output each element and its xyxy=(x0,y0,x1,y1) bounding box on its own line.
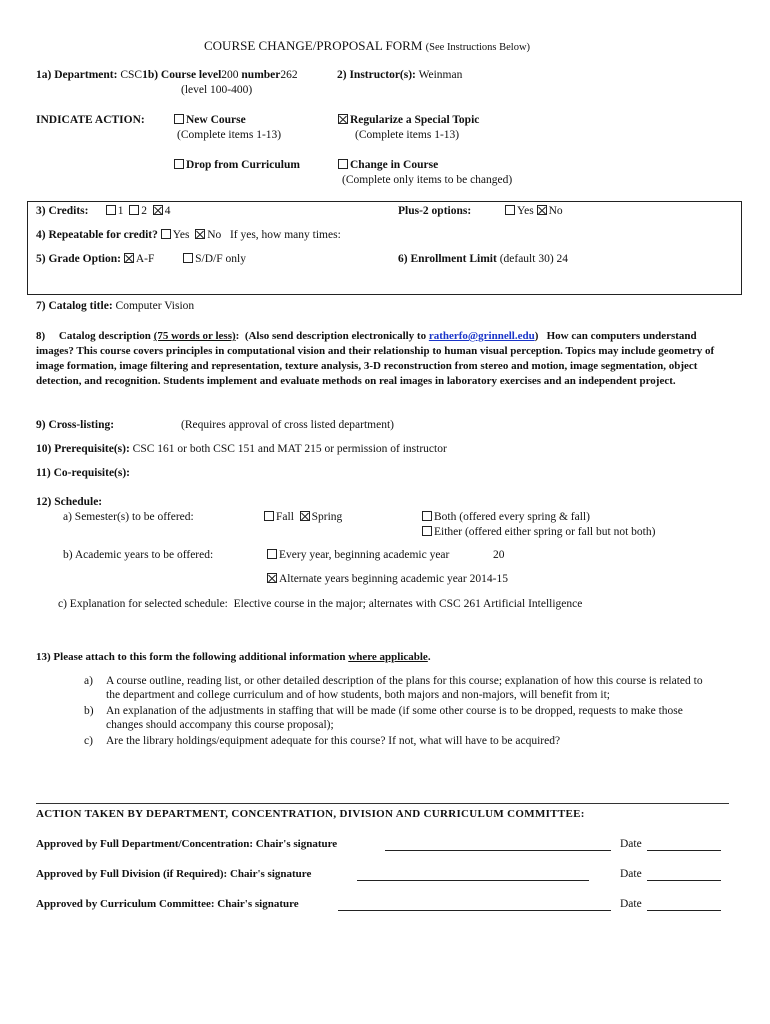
every-year-checkbox[interactable] xyxy=(267,549,277,559)
plus2-label: Plus-2 options: xyxy=(398,205,472,217)
change-hint: (Complete only items to be changed) xyxy=(342,174,513,186)
approval-committee-signature-line[interactable] xyxy=(338,910,611,911)
years-label: b) Academic years to be offered: xyxy=(63,549,214,561)
new-course-hint: (Complete items 1-13) xyxy=(177,129,282,141)
catalog-desc-label: Catalog description xyxy=(58,330,151,342)
coreq-label: 11) Co-requisite(s): xyxy=(36,467,131,479)
approval-dept-signature-line[interactable] xyxy=(385,850,611,851)
indicate-action-label: INDICATE ACTION: xyxy=(36,114,145,126)
spring-checkbox-checked[interactable] xyxy=(300,511,310,521)
attach-item-b: An explanation of the adjustments in staffing that will be made (if some other course is to be dropped, requests to make those changes should accompany this course proposal); xyxy=(106,705,683,731)
approval-committee-date-line[interactable] xyxy=(647,910,721,911)
repeatable-yes-label: Yes xyxy=(172,229,190,241)
change-label: Change in Course xyxy=(350,159,439,171)
enrollment-label: 6) Enrollment Limit xyxy=(398,253,497,265)
repeatable-no-checkbox-checked[interactable] xyxy=(195,229,205,239)
credits-row xyxy=(36,205,171,217)
plus2-yes-checkbox[interactable] xyxy=(505,205,515,215)
catalog-title-label: 7) Catalog title: xyxy=(36,300,113,312)
attach-item-a: A course outline, reading list, or other detailed description of the plans for this course; explanation of how this course is related to the department and college curriculum and of how students, both majors and non-majors, will benefit from it; xyxy=(106,675,703,701)
attach-label-under: where applicable xyxy=(348,651,428,663)
department-row xyxy=(36,69,298,81)
grade-label: 5) Grade Option: xyxy=(36,253,121,265)
both-option xyxy=(422,511,590,523)
attach-item-c-marker: c) xyxy=(84,735,93,747)
schedule-label: 12) Schedule: xyxy=(36,496,103,508)
instructor-row xyxy=(337,69,462,81)
plus2-row xyxy=(398,205,471,217)
both-label: Both (offered every spring & fall) xyxy=(434,511,590,523)
drop-checkbox[interactable] xyxy=(174,159,184,169)
crosslist-row xyxy=(36,419,114,431)
approval-dept-date-line[interactable] xyxy=(647,850,721,851)
plus2-options xyxy=(505,205,563,217)
regularize-hint: (Complete items 1-13) xyxy=(355,129,460,141)
either-option xyxy=(422,526,655,538)
form-title xyxy=(204,38,530,54)
plus2-yes-label: Yes xyxy=(517,205,534,217)
catalog-desc-close: ) xyxy=(534,330,539,342)
every-year-option xyxy=(267,549,449,561)
attach-label xyxy=(36,651,431,663)
repeatable-how-many: If yes, how many times: xyxy=(229,229,341,241)
either-label: Either (offered either spring or fall but not both) xyxy=(434,526,656,538)
prereq-row xyxy=(36,443,447,455)
credits-2-checkbox[interactable] xyxy=(129,205,139,215)
new-course-label: New Course xyxy=(186,114,246,126)
approval-committee-date-label: Date xyxy=(620,898,642,910)
committee-heading: ACTION TAKEN BY DEPARTMENT, CONCENTRATION, DIVISION AND CURRICULUM COMMITTEE: xyxy=(36,808,585,820)
catalog-desc-also: (Also send description electronically to xyxy=(244,330,427,342)
new-course-checkbox[interactable] xyxy=(174,114,184,124)
change-checkbox[interactable] xyxy=(338,159,348,169)
crosslist-hint: (Requires approval of cross listed department) xyxy=(181,419,395,431)
change-option[interactable] xyxy=(338,159,438,171)
email-link[interactable]: ratherfo@grinnell.edu xyxy=(428,330,535,342)
regularize-checkbox-checked[interactable] xyxy=(338,114,348,124)
repeatable-yes-checkbox[interactable] xyxy=(161,229,171,239)
approval-committee-label: Approved by Curriculum Committee: Chair's signature xyxy=(36,898,299,910)
grade-af-label: A-F xyxy=(135,253,155,265)
explanation-value[interactable]: Elective course in the major; alternates with CSC 261 Artificial Intelligence xyxy=(233,598,583,610)
explanation-row xyxy=(58,598,582,610)
spring-label: Spring xyxy=(311,511,343,523)
grade-row xyxy=(36,253,246,265)
credits-4-label: 4 xyxy=(164,205,171,217)
level-hint: (level 100-400) xyxy=(181,84,253,96)
catalog-desc-text[interactable]: How can computers understand images? This course covers principles in computational vision and their relationship to human visual perception. Topics may include geometry of image formation, image filtering and representation, texture analysis, 3-D reconstruction from stereo and motion, image segmentation, object detection, and recognition. Students implement and evaluate methods on real images in laboratory exercises and an independent project. xyxy=(36,330,715,387)
credits-1-checkbox[interactable] xyxy=(106,205,116,215)
catalog-desc-colon: : xyxy=(235,330,240,342)
approval-dept-label: Approved by Full Department/Concentration: Chair's signature xyxy=(36,838,338,850)
approval-division-signature-line[interactable] xyxy=(357,880,589,881)
repeatable-label: 4) Repeatable for credit? xyxy=(36,229,158,241)
enrollment-hint: (default 30) xyxy=(499,253,554,265)
plus2-no-checkbox-checked[interactable] xyxy=(537,205,547,215)
course-level-label: 1b) Course level xyxy=(142,69,222,81)
grade-sdf-checkbox[interactable] xyxy=(183,253,193,263)
drop-option[interactable] xyxy=(174,159,300,171)
grade-af-checkbox-checked[interactable] xyxy=(124,253,134,263)
every-year-label: Every year, beginning academic year xyxy=(279,549,450,561)
attach-label-post: . xyxy=(427,651,431,663)
new-course-option[interactable] xyxy=(174,114,246,126)
attach-label-pre: 13) Please attach to this form the following additional information xyxy=(36,651,346,663)
course-number-value[interactable]: 262 xyxy=(280,69,298,81)
credits-1-label: 1 xyxy=(117,205,124,217)
approval-division-date-line[interactable] xyxy=(647,880,721,881)
credits-label: 3) Credits: xyxy=(36,205,89,217)
course-level-value[interactable]: 200 xyxy=(221,69,239,81)
credits-4-checkbox-checked[interactable] xyxy=(153,205,163,215)
alternate-option xyxy=(267,573,508,585)
fall-label: Fall xyxy=(276,511,294,523)
approval-division-label: Approved by Full Division (if Required): Chair's signature xyxy=(36,868,312,880)
regularize-option[interactable] xyxy=(338,114,479,126)
form-subtitle: (See Instructions Below) xyxy=(425,42,531,53)
department-value[interactable]: CSC xyxy=(120,69,143,81)
enrollment-row xyxy=(398,253,568,265)
course-number-label: number xyxy=(241,69,281,81)
attach-item-c: Are the library holdings/equipment adequate for this course? If not, what will have to be acquired? xyxy=(106,735,561,747)
plus2-no-label: No xyxy=(548,205,563,217)
alternate-value[interactable]: 2014-15 xyxy=(469,573,508,585)
catalog-title-row xyxy=(36,300,194,312)
every-year-value[interactable]: 20 xyxy=(493,549,505,561)
drop-label: Drop from Curriculum xyxy=(186,159,300,171)
repeatable-row xyxy=(36,229,341,241)
instructor-label: 2) Instructor(s): xyxy=(337,69,416,81)
repeatable-no-label: No xyxy=(207,229,222,241)
approval-division-date-label: Date xyxy=(620,868,642,880)
prereq-label: 10) Prerequisite(s): xyxy=(36,443,130,455)
instructor-value[interactable]: Weinman xyxy=(418,69,463,81)
department-label: 1a) Department: xyxy=(36,69,118,81)
attach-item-b-marker: b) xyxy=(84,705,94,717)
attach-item-a-marker: a) xyxy=(84,675,93,687)
regularize-label: Regularize a Special Topic xyxy=(350,114,480,126)
enrollment-value[interactable]: 24 xyxy=(556,253,569,265)
catalog-title-value[interactable]: Computer Vision xyxy=(115,300,195,312)
either-checkbox[interactable] xyxy=(422,526,432,536)
catalog-description xyxy=(36,329,736,389)
credits-2-label: 2 xyxy=(141,205,147,217)
catalog-desc-words: (75 words or less) xyxy=(153,330,236,342)
divider xyxy=(36,803,729,804)
alternate-label: Alternate years beginning academic year xyxy=(279,573,467,585)
grade-sdf-label: S/D/F only xyxy=(195,253,246,265)
alternate-checkbox-checked[interactable] xyxy=(267,573,277,583)
catalog-desc-num: 8) xyxy=(36,330,46,342)
form-title-text: COURSE CHANGE/PROPOSAL FORM xyxy=(204,38,423,53)
fall-checkbox[interactable] xyxy=(264,511,274,521)
semester-label: a) Semester(s) to be offered: xyxy=(63,511,194,523)
semester-options xyxy=(264,511,342,523)
crosslist-label: 9) Cross-listing: xyxy=(36,419,115,431)
explanation-label: c) Explanation for selected schedule: xyxy=(58,598,228,610)
prereq-value[interactable]: CSC 161 or both CSC 151 and MAT 215 or permission of instructor xyxy=(132,443,447,455)
approval-dept-date-label: Date xyxy=(620,838,642,850)
both-checkbox[interactable] xyxy=(422,511,432,521)
